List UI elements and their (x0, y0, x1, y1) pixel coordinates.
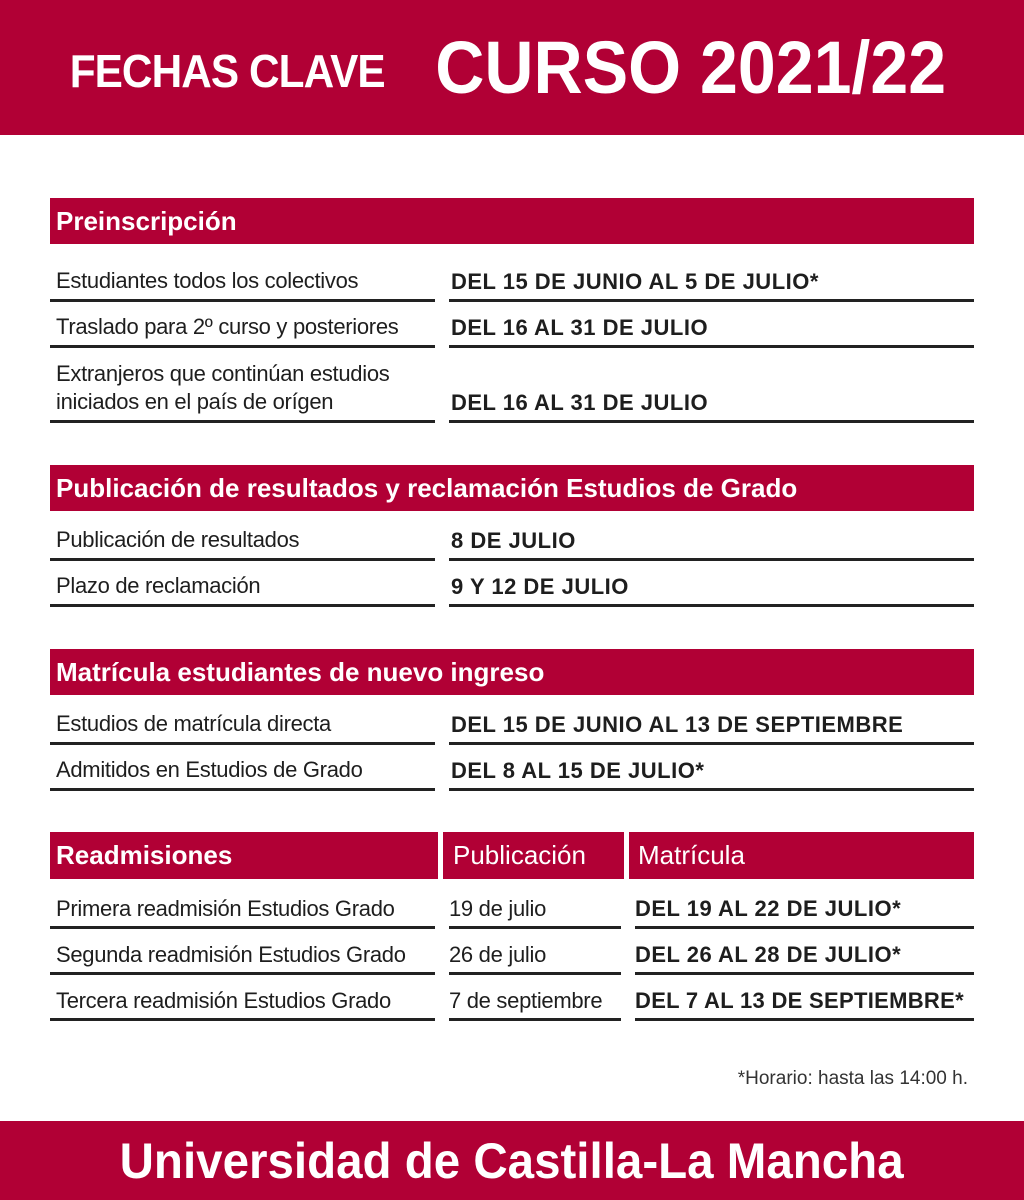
row-value: 9 Y 12 DE JULIO (449, 567, 974, 607)
readmision-matricula: DEL 19 AL 22 DE JULIO* (635, 888, 974, 929)
row-value: DEL 15 DE JUNIO AL 5 DE JULIO* (449, 262, 974, 302)
readmision-publicacion: 19 de julio (449, 888, 621, 929)
row-label: Plazo de reclamación (50, 567, 435, 607)
row-value: 8 DE JULIO (449, 521, 974, 561)
readmision-publicacion: 7 de septiembre (449, 980, 621, 1021)
page-footer (0, 1121, 1024, 1200)
readmision-label: Segunda readmisión Estudios Grado (50, 934, 435, 975)
row-label: Estudios de matrícula directa (50, 705, 435, 745)
row-label: Admitidos en Estudios de Grado (50, 751, 435, 791)
institution-name: Universidad de Castilla-La Mancha (120, 1132, 904, 1189)
row-value: DEL 15 DE JUNIO AL 13 DE SEPTIEMBRE (449, 705, 974, 745)
row-label: Traslado para 2º curso y posteriores (50, 308, 435, 348)
row-label-line: Extranjeros que continúan estudios (56, 361, 390, 386)
row-label: Publicación de resultados (50, 521, 435, 561)
readmision-label: Tercera readmisión Estudios Grado (50, 980, 435, 1021)
publicacion-header: Publicación (443, 832, 624, 879)
row-value: DEL 16 AL 31 DE JULIO (449, 354, 974, 423)
row-label: Estudiantes todos los colectivos (50, 262, 435, 302)
section-title-publicacion-resultados: Publicación de resultados y reclamación Estudios de Grado (50, 465, 974, 511)
readmision-matricula: DEL 26 AL 28 DE JULIO* (635, 934, 974, 975)
row-label-line: iniciados en el país de orígen (56, 389, 334, 414)
page-title: CURSO 2021/22 (434, 26, 946, 109)
row-value: DEL 16 AL 31 DE JULIO (449, 308, 974, 348)
row-value: DEL 8 AL 15 DE JULIO* (449, 751, 974, 791)
readmision-matricula: DEL 7 AL 13 DE SEPTIEMBRE* (635, 980, 974, 1021)
matricula-header: Matrícula (629, 832, 974, 879)
readmision-label: Primera readmisión Estudios Grado (50, 888, 435, 929)
section-title-matricula: Matrícula estudiantes de nuevo ingreso (50, 649, 974, 695)
readmision-publicacion: 26 de julio (449, 934, 621, 975)
footnote: *Horario: hasta las 14:00 h. (737, 1068, 968, 1089)
page-header (0, 0, 1024, 135)
header-prefix: FECHAS CLAVE (69, 44, 385, 97)
row-label-multiline (50, 354, 435, 423)
section-title-preinscripcion: Preinscripción (50, 198, 974, 244)
readmisiones-header: Readmisiones (50, 832, 438, 879)
